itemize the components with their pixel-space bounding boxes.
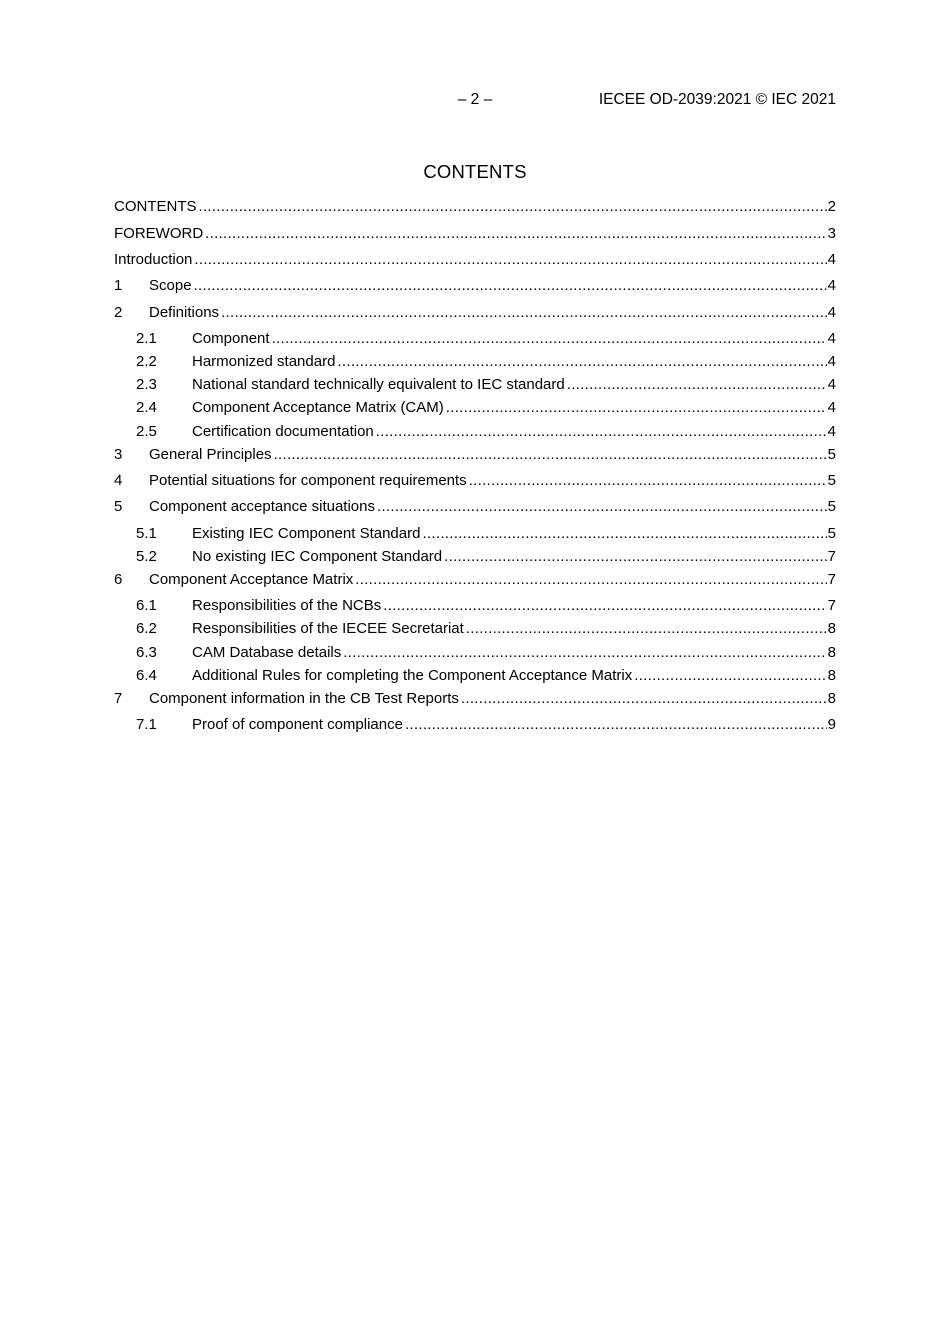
toc-entry-title: Component information in the CB Test Reports xyxy=(149,690,459,707)
toc-entry-title: Additional Rules for completing the Component Acceptance Matrix xyxy=(192,667,633,684)
toc-heading: CONTENTS xyxy=(423,161,527,182)
toc-entry-6-2[interactable] xyxy=(136,620,836,642)
toc-dot-leader xyxy=(272,330,827,347)
toc-entry-title: Component acceptance situations xyxy=(149,498,375,515)
toc-entry-number: 2.5 xyxy=(136,423,157,440)
toc-entry-page: 8 xyxy=(827,644,836,661)
toc-entry-title: Scope xyxy=(149,277,192,294)
toc-entry-title: General Principles xyxy=(149,446,272,463)
toc-entry-title: CAM Database details xyxy=(192,644,342,661)
toc-dot-leader xyxy=(383,597,826,614)
toc-entry-page: 4 xyxy=(827,376,836,393)
toc-entry-title: National standard technically equivalent to IEC standard xyxy=(192,376,565,393)
toc-dot-leader xyxy=(405,716,827,733)
toc-entry-page: 4 xyxy=(827,304,836,321)
toc-entry-number: 6.1 xyxy=(136,597,157,614)
toc-entry-title: Existing IEC Component Standard xyxy=(192,525,421,542)
toc-dot-leader xyxy=(444,548,827,565)
toc-entry-7[interactable] xyxy=(114,690,836,712)
toc-entry-title: CONTENTS xyxy=(114,198,197,215)
toc-entry-page: 7 xyxy=(827,597,836,614)
toc-entry-title: Certification documentation xyxy=(192,423,374,440)
toc-entry-number: 7 xyxy=(114,690,123,707)
toc-entry-page: 2 xyxy=(827,198,836,215)
toc-entry-5-1[interactable] xyxy=(136,525,836,547)
toc-entry-2-2[interactable] xyxy=(136,353,836,375)
toc-dot-leader xyxy=(466,620,827,637)
toc-entry-page: 4 xyxy=(827,251,836,268)
toc-entry-number: 1 xyxy=(114,277,123,294)
toc-entry-number: 6.2 xyxy=(136,620,157,637)
toc-entry-number: 2.4 xyxy=(136,399,157,416)
toc-entry-page: 3 xyxy=(827,225,836,242)
toc-entry-title: Component Acceptance Matrix (CAM) xyxy=(192,399,444,416)
toc-entry-title: Proof of component compliance xyxy=(192,716,403,733)
toc-entry-title: Definitions xyxy=(149,304,220,321)
toc-entry-page: 4 xyxy=(827,423,836,440)
toc-dot-leader xyxy=(446,399,827,416)
toc-entry-1[interactable] xyxy=(114,277,836,299)
toc-entry-page: 7 xyxy=(827,571,836,588)
toc-entry-page: 4 xyxy=(827,399,836,416)
toc-entry-3[interactable] xyxy=(114,446,836,468)
toc-entry-title: Responsibilities of the IECEE Secretariat xyxy=(192,620,464,637)
toc-dot-leader xyxy=(355,571,826,588)
toc-entry-page: 5 xyxy=(827,472,836,489)
toc-entry-number: 5 xyxy=(114,498,123,515)
toc-entry-4[interactable] xyxy=(114,472,836,494)
toc-entry-title: Introduction xyxy=(114,251,193,268)
toc-entry-number: 6.4 xyxy=(136,667,157,684)
toc-dot-leader xyxy=(377,498,827,515)
toc-entry-2-1[interactable] xyxy=(136,330,836,352)
toc-dot-leader xyxy=(194,251,826,268)
toc-entry-title: FOREWORD xyxy=(114,225,204,242)
toc-entry-title: No existing IEC Component Standard xyxy=(192,548,443,565)
toc-entry-page: 8 xyxy=(827,667,836,684)
toc-dot-leader xyxy=(469,472,827,489)
toc-entry-title: Potential situations for component requirements xyxy=(149,472,467,489)
toc-dot-leader xyxy=(199,198,827,215)
toc-entry-title: Component xyxy=(192,330,270,347)
toc-entry-title: Harmonized standard xyxy=(192,353,336,370)
toc-entry-6-4[interactable] xyxy=(136,667,836,689)
toc-dot-leader xyxy=(634,667,826,684)
toc-dot-leader xyxy=(376,423,827,440)
toc-entry-title: Responsibilities of the NCBs xyxy=(192,597,382,614)
toc-entry-title: Component Acceptance Matrix xyxy=(149,571,354,588)
toc-entry-2[interactable] xyxy=(114,304,836,326)
toc-entry-number: 6.3 xyxy=(136,644,157,661)
toc-entry-contents[interactable] xyxy=(114,198,836,220)
toc-entry-page: 5 xyxy=(827,498,836,515)
toc-dot-leader xyxy=(422,525,826,542)
toc-dot-leader xyxy=(205,225,826,242)
toc-entry-6-1[interactable] xyxy=(136,597,836,619)
toc-entry-introduction[interactable] xyxy=(114,251,836,273)
toc-entry-page: 5 xyxy=(827,446,836,463)
toc-entry-foreword[interactable] xyxy=(114,225,836,247)
toc-entry-5-2[interactable] xyxy=(136,548,836,570)
toc-dot-leader xyxy=(274,446,827,463)
toc-entry-page: 4 xyxy=(827,353,836,370)
toc-entry-number: 2.3 xyxy=(136,376,157,393)
document-reference: IECEE OD-2039:2021 © IEC 2021 xyxy=(598,91,836,108)
toc-entry-7-1[interactable] xyxy=(136,716,836,738)
toc-entry-page: 4 xyxy=(827,330,836,347)
toc-entry-number: 5.1 xyxy=(136,525,157,542)
toc-entry-number: 5.2 xyxy=(136,548,157,565)
toc-dot-leader xyxy=(194,277,827,294)
toc-entry-page: 9 xyxy=(827,716,836,733)
toc-entry-page: 8 xyxy=(827,620,836,637)
toc-dot-leader xyxy=(567,376,827,393)
toc-entry-number: 2.1 xyxy=(136,330,157,347)
toc-dot-leader xyxy=(337,353,826,370)
toc-entry-page: 5 xyxy=(827,525,836,542)
toc-entry-page: 8 xyxy=(827,690,836,707)
toc-entry-2-4[interactable] xyxy=(136,399,836,421)
toc-entry-number: 4 xyxy=(114,472,123,489)
toc-entry-page: 7 xyxy=(827,548,836,565)
toc-entry-number: 2.2 xyxy=(136,353,157,370)
toc-entry-6-3[interactable] xyxy=(136,644,836,666)
toc-entry-number: 6 xyxy=(114,571,123,588)
toc-entry-6[interactable] xyxy=(114,571,836,593)
toc-entry-2-3[interactable] xyxy=(136,376,836,398)
toc-entry-number: 3 xyxy=(114,446,123,463)
toc-dot-leader xyxy=(461,690,827,707)
toc-entry-number: 7.1 xyxy=(136,716,157,733)
toc-dot-leader xyxy=(343,644,826,661)
toc-entry-5[interactable] xyxy=(114,498,836,520)
toc-dot-leader xyxy=(221,304,827,321)
toc-entry-number: 2 xyxy=(114,304,123,321)
toc-entry-page: 4 xyxy=(827,277,836,294)
page-number: – 2 – xyxy=(457,91,493,108)
toc-entry-2-5[interactable] xyxy=(136,423,836,445)
